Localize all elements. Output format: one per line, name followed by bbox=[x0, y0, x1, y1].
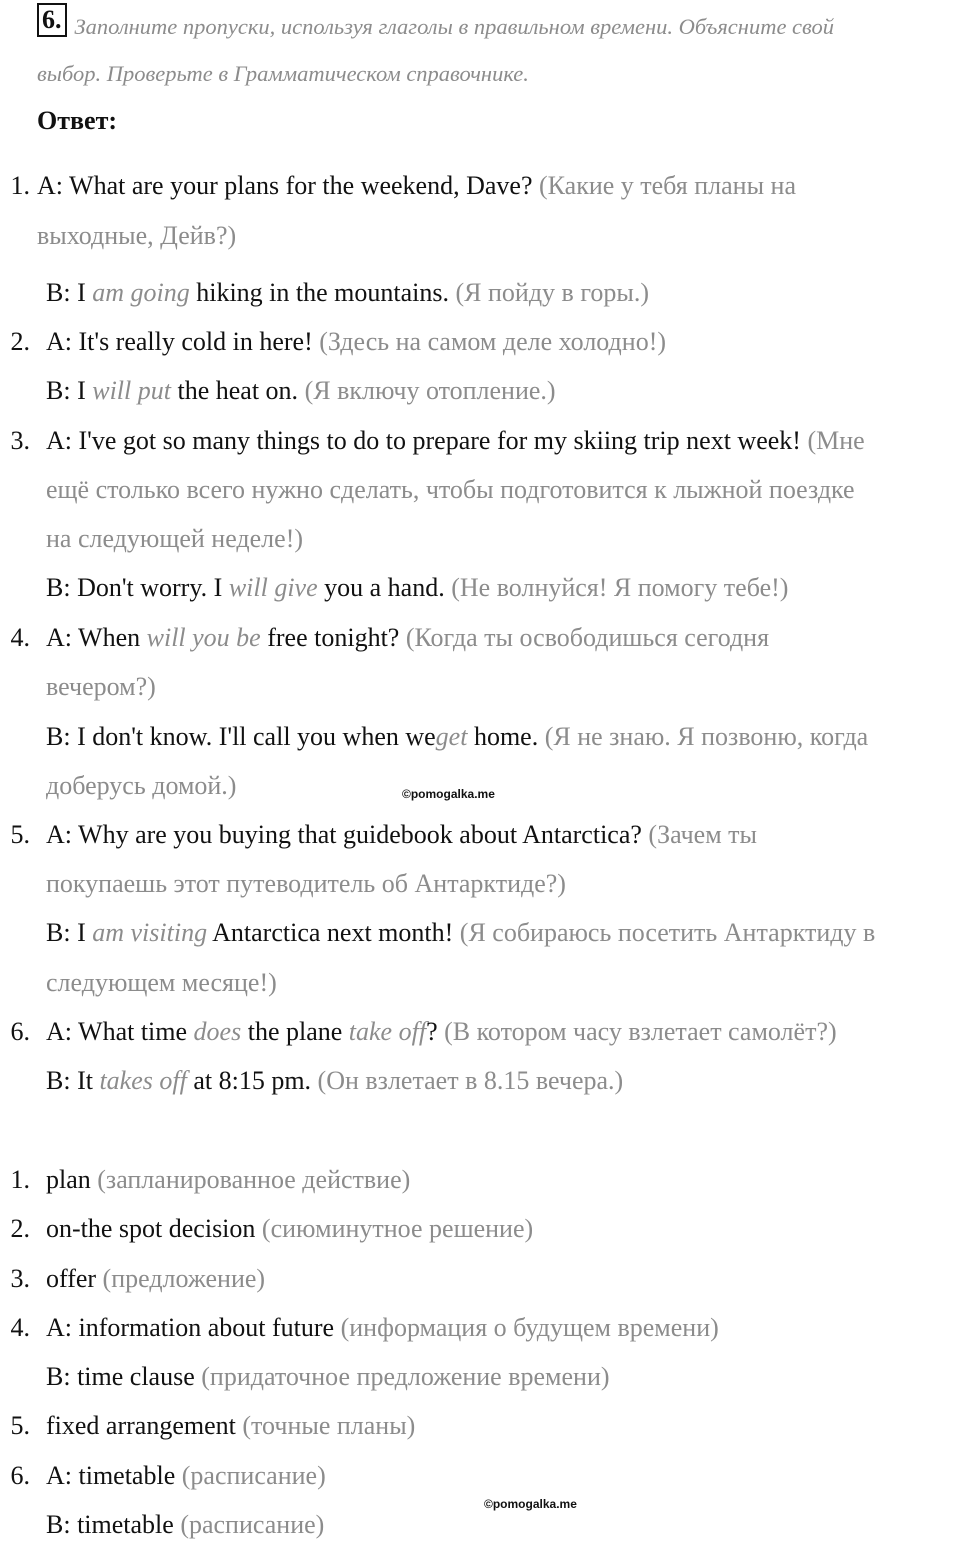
dialog-1-b-translation: (Я пойду в горы.) bbox=[455, 278, 649, 307]
dialog-4-a-translation: (Когда ты освободишься сегодня bbox=[405, 623, 770, 652]
explanation-number-4: 4. bbox=[10, 1313, 30, 1342]
explanation-number-5: 5. bbox=[10, 1411, 30, 1440]
explanation-5-text: fixed arrangement bbox=[46, 1411, 243, 1440]
dialog-3-a-text: A: I've got so many things to do to prepare for my skiing trip next week! bbox=[46, 426, 808, 455]
dialog-3-line-b bbox=[46, 571, 788, 605]
explanation-number-6: 6. bbox=[10, 1461, 30, 1490]
explanation-6b bbox=[46, 1508, 324, 1542]
task-instruction-line-2: выбор. Проверьте в Грамматическом справочнике. bbox=[37, 61, 529, 86]
explanation-1-text: plan bbox=[46, 1165, 98, 1194]
explanation-4a-text: A: information about future bbox=[46, 1313, 341, 1342]
dialog-2-line-b bbox=[46, 374, 556, 408]
explanation-6a bbox=[46, 1459, 326, 1493]
dialog-1-a-translation-cont: выходные, Дейв?) bbox=[37, 221, 237, 250]
explanation-3-text: offer bbox=[46, 1264, 103, 1293]
dialog-2-b-translation: (Я включу отопление.) bbox=[304, 376, 556, 405]
dialog-3-b-translation: (Не волнуйся! Я помогу тебе!) bbox=[451, 573, 789, 602]
explanation-number-1: 1. bbox=[10, 1165, 30, 1194]
item-number-4: 4. bbox=[10, 623, 30, 652]
answer-fill: will you be bbox=[146, 623, 261, 652]
dialog-6-b-text-end: at 8:15 pm. bbox=[186, 1066, 318, 1095]
explanation-6b-text: B: timetable bbox=[46, 1510, 181, 1539]
explanation-3 bbox=[46, 1262, 265, 1296]
item-number-1: 1. bbox=[10, 171, 30, 200]
dialog-6-a-text: A: What time bbox=[46, 1017, 194, 1046]
dialog-5-a-translation: (Зачем ты bbox=[648, 820, 758, 849]
explanation-number-3: 3. bbox=[10, 1264, 30, 1293]
item-number-5: 5. bbox=[10, 820, 30, 849]
explanation-5 bbox=[46, 1409, 415, 1443]
dialog-6-a-text-end: ? bbox=[426, 1017, 445, 1046]
task-header bbox=[37, 3, 947, 97]
task-instruction-line-1: Заполните пропуски, используя глаголы в правильном времени. Объясните свой bbox=[74, 14, 835, 39]
explanation-4a bbox=[46, 1311, 719, 1345]
dialog-5-b-text-end: Antarctica next month! bbox=[207, 918, 460, 947]
explanation-2 bbox=[46, 1212, 533, 1246]
dialog-4-a-text-end: free tonight? bbox=[260, 623, 406, 652]
dialog-2-b-text-end: the heat on. bbox=[170, 376, 305, 405]
dialog-4-b-text: B: I don't know. I'll call you when we bbox=[46, 722, 436, 751]
dialog-2-a-text: A: It's really cold in here! bbox=[46, 327, 320, 356]
dialog-2-b-text: B: I bbox=[46, 376, 93, 405]
answer-fill: will put bbox=[92, 376, 171, 405]
dialog-3-line-a bbox=[46, 424, 865, 458]
dialog-6-a-translation: (В котором часу взлетает самолёт?) bbox=[444, 1017, 837, 1046]
explanation-1 bbox=[46, 1163, 410, 1197]
answer-fill: get bbox=[435, 722, 468, 751]
explanation-3-translation: (предложение) bbox=[102, 1264, 266, 1293]
dialog-6-b-text: B: It bbox=[46, 1066, 100, 1095]
explanation-6a-translation: (расписание) bbox=[181, 1461, 326, 1490]
dialog-2-a-translation: (Здесь на самом деле холодно!) bbox=[319, 327, 667, 356]
dialog-1-b-text-end: hiking in the mountains. bbox=[189, 278, 456, 307]
dialog-5-a-translation-cont: покупаешь этот путеводитель об Антарктиде?) bbox=[46, 869, 566, 898]
explanation-6a-text: A: timetable bbox=[46, 1461, 182, 1490]
explanation-4a-translation: (информация о будущем времени) bbox=[340, 1313, 719, 1342]
explanation-2-text: on-the spot decision bbox=[46, 1214, 262, 1243]
dialog-1-line-b bbox=[46, 276, 649, 310]
explanation-4b-translation: (придаточное предложение времени) bbox=[201, 1362, 610, 1391]
dialog-4-line-b bbox=[46, 720, 868, 754]
dialog-5-b-translation-cont: следующем месяце!) bbox=[46, 968, 277, 997]
dialog-5-b-translation: (Я собираюсь посетить Антарктиду в bbox=[459, 918, 876, 947]
dialog-6-line-a bbox=[46, 1015, 837, 1049]
dialog-5-a-text: A: Why are you buying that guidebook about Antarctica? bbox=[46, 820, 649, 849]
answer-fill: will give bbox=[228, 573, 318, 602]
dialog-1-a-text: A: What are your plans for the weekend, Dave? bbox=[37, 171, 539, 200]
answer-fill: am visiting bbox=[92, 918, 208, 947]
dialog-5-line-b bbox=[46, 916, 875, 950]
watermark: ©pomogalka.me bbox=[402, 787, 495, 801]
dialog-4-b-translation-cont: доберусь домой.) bbox=[46, 771, 237, 800]
explanation-6b-translation: (расписание) bbox=[180, 1510, 325, 1539]
explanation-5-translation: (точные планы) bbox=[242, 1411, 416, 1440]
task-number: 6. bbox=[37, 3, 67, 37]
dialog-5-b-text: B: I bbox=[46, 918, 93, 947]
dialog-4-b-translation: (Я не знаю. Я позвоню, когда bbox=[544, 722, 869, 751]
dialog-5-line-a bbox=[46, 818, 757, 852]
answer-fill: am going bbox=[92, 278, 190, 307]
answer-fill: does bbox=[193, 1017, 242, 1046]
dialog-1-a-translation: (Какие у тебя планы на bbox=[539, 171, 796, 200]
dialog-6-b-translation: (Он взлетает в 8.15 вечера.) bbox=[317, 1066, 624, 1095]
explanation-1-translation: (запланированное действие) bbox=[97, 1165, 411, 1194]
item-number-6: 6. bbox=[10, 1017, 30, 1046]
answer-fill: takes off bbox=[99, 1066, 187, 1095]
explanation-2-translation: (сиюминутное решение) bbox=[261, 1214, 534, 1243]
explanation-number-2: 2. bbox=[10, 1214, 30, 1243]
answer-label: Ответ: bbox=[37, 106, 118, 135]
item-number-3: 3. bbox=[10, 426, 30, 455]
dialog-4-b-text-end: home. bbox=[467, 722, 545, 751]
dialog-6-line-b bbox=[46, 1064, 623, 1098]
dialog-3-b-text-end: you a hand. bbox=[317, 573, 452, 602]
watermark: ©pomogalka.me bbox=[484, 1497, 577, 1511]
explanation-4b-text: B: time clause bbox=[46, 1362, 202, 1391]
dialog-1-line-a bbox=[37, 169, 796, 203]
dialog-4-a-text: A: When bbox=[46, 623, 147, 652]
dialog-1-b-text: B: I bbox=[46, 278, 93, 307]
dialog-2-line-a bbox=[46, 325, 666, 359]
dialog-3-b-text: B: Don't worry. I bbox=[46, 573, 229, 602]
dialog-6-a-text-mid: the plane bbox=[241, 1017, 349, 1046]
explanation-4b bbox=[46, 1360, 610, 1394]
dialog-3-a-translation-cont-1: ещё столько всего нужно сделать, чтобы подготовится к лыжной поездке bbox=[46, 475, 855, 504]
dialog-3-a-translation: (Мне bbox=[807, 426, 865, 455]
answer-fill: take off bbox=[348, 1017, 427, 1046]
dialog-4-line-a bbox=[46, 621, 769, 655]
dialog-4-a-translation-cont: вечером?) bbox=[46, 672, 156, 701]
item-number-2: 2. bbox=[10, 327, 30, 356]
dialog-3-a-translation-cont-2: на следующей неделе!) bbox=[46, 524, 304, 553]
